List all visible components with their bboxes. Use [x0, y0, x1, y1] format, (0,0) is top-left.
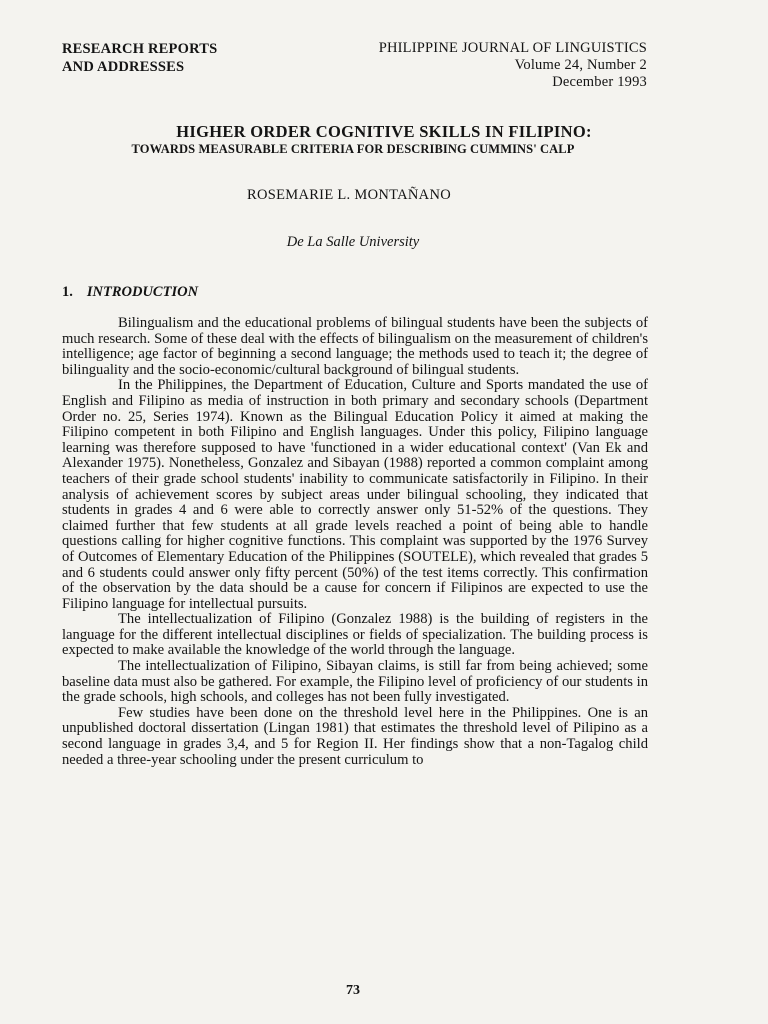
journal-volume: Volume 24, Number 2: [514, 57, 647, 73]
journal-info: [379, 40, 647, 91]
author-affiliation: De La Salle University: [286, 234, 420, 250]
author-name: ROSEMARIE L. MONTAÑANO: [246, 187, 451, 203]
paragraph: In the Philippines, the Department of Education, Culture and Sports mandated the use of English and Filipino as media of instruction in both primary and secondary schools (Department Order no. 25, Series 1974). Known as the Bilingual Education Policy it aimed at making the Filipino competent in both Filipino and English languages. Under this policy, Filipino language learning was therefore supposed to have 'functioned in a wider educational context' (Van Ek and Alexander 1975). Nonetheless, Gonzalez and Sibayan (1988) reported a common complaint among teachers of their grade school students' inability to communicate satisfactorily in Filipino. In their analysis of achievement scores by subject areas under bilingual schooling, they indicated that students in grades 4 and 6 were able to correctly answer only 51-52% of the questions. They claimed further that few students at all grade levels reached a point of being able to handle questions calling for higher cognitive functions. This complaint was supported by the 1976 Survey of Outcomes of Elementary Education of the Philippines (SOUTELE), which revealed that grades 5 and 6 students could answer only fifty percent (50%) of the test items correctly. This confirmation of the observation by the data should be a cause for concern if Filipinos are expected to use the Filipino language for intellectual pursuits.: [62, 377, 648, 612]
running-head-line-1: RESEARCH REPORTS: [62, 41, 218, 57]
article-body: [62, 316, 648, 768]
journal-name: PHILIPPINE JOURNAL OF LINGUISTICS: [378, 40, 647, 56]
journal-date: December 1993: [552, 74, 647, 90]
paragraph: The intellectualization of Filipino, Sibayan claims, is still far from being achieved; some baseline data must also be gathered. For example, the Filipino level of proficiency of our students in the grade schools, high schools, and colleges has not been fully investigated.: [62, 658, 648, 706]
section-heading: [62, 284, 198, 301]
article-subtitle: TOWARDS MEASURABLE CRITERIA FOR DESCRIBING CUMMINS' CALP: [131, 142, 575, 156]
running-head-line-2: AND ADDRESSES: [62, 59, 185, 75]
section-heading-running: [62, 40, 217, 76]
section-title: INTRODUCTION: [86, 284, 199, 300]
section-number: 1.: [62, 284, 73, 300]
paragraph: The intellectualization of Filipino (Gonzalez 1988) is the building of registers in the language for the different intellectual disciplines or fields of specialization. The building process is expected to make available the knowledge of the world through the language.: [62, 611, 648, 659]
page-number: 73: [346, 983, 360, 998]
paragraph: Few studies have been done on the threshold level here in the Philippines. One is an unpublished doctoral dissertation (Lingan 1981) that estimates the threshold level of Pilipino as a second language in grades 3,4, and 5 for Region II. Her findings show that a non-Tagalog child needed a three-year schooling under the present curriculum to: [62, 704, 648, 768]
article-title: HIGHER ORDER COGNITIVE SKILLS IN FILIPINO:: [176, 122, 592, 141]
paragraph: Bilingualism and the educational problems of bilingual students have been the subjects of much research. Some of these deal with the effects of bilingualism on the measurement of children's intelligence; age factor of beginning a second language; the methods used to teach it; the degree of bilinguality and the socio-economic/cultural background of bilingual students.: [62, 315, 648, 378]
